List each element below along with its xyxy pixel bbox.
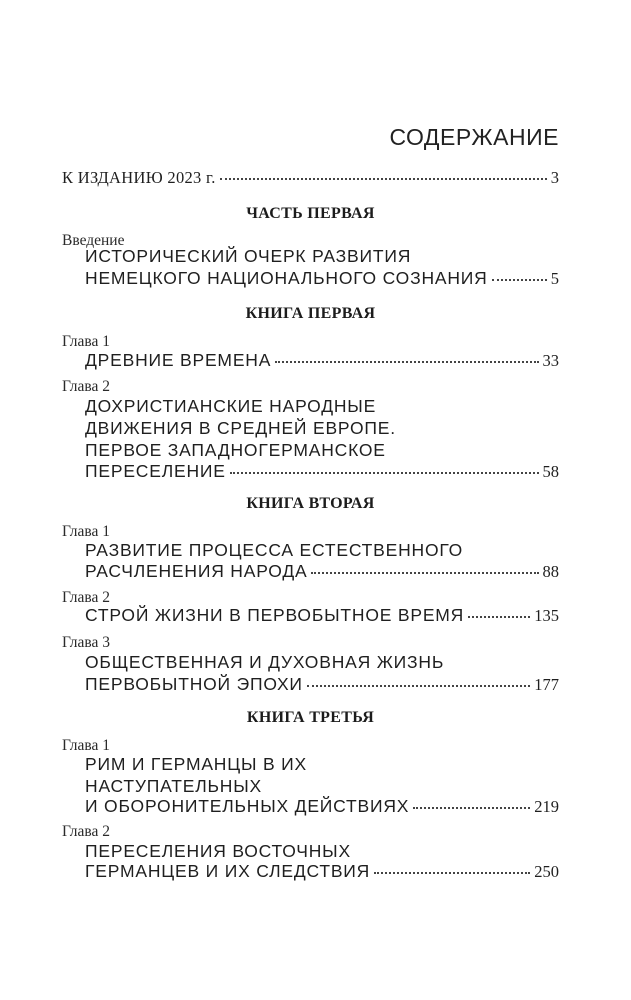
chapter-label: Глава 2 — [62, 823, 111, 840]
page-number: 88 — [542, 562, 559, 581]
section-heading-book-three: КНИГА ТРЕТЬЯ — [246, 709, 375, 726]
chapter-label: Глава 2 — [62, 378, 111, 395]
entry-text: ИСТОРИЧЕСКИЙ ОЧЕРК РАЗВИТИЯ — [85, 246, 412, 266]
page-number: 219 — [534, 797, 559, 816]
page-number: 33 — [542, 351, 559, 370]
dot-leader — [220, 178, 547, 180]
entry-text: ГЕРМАНЦЕВ И ИХ СЛЕДСТВИЯ — [85, 861, 371, 881]
chapter-label: Глава 2 — [62, 589, 111, 606]
entry-text: ПЕРВОБЫТНОЙ ЭПОХИ — [85, 674, 303, 694]
page-number: 250 — [534, 862, 559, 881]
page-number: 177 — [534, 675, 559, 694]
entry-text: РАЗВИТИЕ ПРОЦЕССА ЕСТЕСТВЕННОГО — [85, 540, 464, 560]
entry-text: ДРЕВНИЕ ВРЕМЕНА — [85, 350, 272, 370]
entry-text: ПЕРЕСЕЛЕНИЕ — [85, 461, 226, 481]
dot-leader — [492, 279, 547, 281]
entry-text: РАСЧЛЕНЕНИЯ НАРОДА — [85, 561, 308, 581]
page-number: 5 — [550, 269, 559, 288]
toc-entry-book1-ch1[interactable] — [85, 350, 559, 371]
entry-text: ОБЩЕСТВЕННАЯ И ДУХОВНАЯ ЖИЗНЬ — [85, 652, 445, 672]
toc-entry-book3-ch2[interactable] — [85, 861, 559, 882]
chapter-label: Введение — [62, 232, 125, 249]
section-heading-book-two: КНИГА ВТОРАЯ — [246, 495, 375, 512]
section-heading-part-one: ЧАСТЬ ПЕРВАЯ — [246, 205, 375, 222]
chapter-label: Глава 1 — [62, 333, 111, 350]
toc-entry-book1-ch2[interactable] — [85, 461, 559, 482]
dot-leader — [311, 572, 538, 574]
page-title: СОДЕРЖАНИЕ — [389, 124, 559, 150]
entry-text: РИМ И ГЕРМАНЦЫ В ИХ — [85, 754, 307, 774]
entry-text: СТРОЙ ЖИЗНИ В ПЕРВОБЫТНОЕ ВРЕМЯ — [85, 605, 465, 625]
page-number: 3 — [550, 168, 559, 187]
dot-leader — [468, 616, 530, 618]
chapter-label: Глава 1 — [62, 737, 111, 754]
entry-text: И ОБОРОНИТЕЛЬНЫХ ДЕЙСТВИЯХ — [85, 796, 410, 816]
chapter-label: Глава 1 — [62, 523, 111, 540]
dot-leader — [230, 472, 539, 474]
dot-leader — [374, 872, 530, 874]
dot-leader — [413, 807, 530, 809]
toc-entry-book3-ch1[interactable] — [85, 796, 559, 817]
page-number: 135 — [534, 606, 559, 625]
entry-text: НАСТУПАТЕЛЬНЫХ — [85, 776, 263, 796]
entry-text: К ИЗДАНИЮ 2023 г. — [62, 168, 216, 187]
toc-entry-introduction[interactable] — [85, 268, 559, 289]
page-number: 58 — [542, 462, 559, 481]
toc-entry-preface[interactable] — [62, 168, 559, 188]
entry-text: ДОХРИСТИАНСКИЕ НАРОДНЫЕ — [85, 396, 377, 416]
entry-text: ПЕРВОЕ ЗАПАДНОГЕРМАНСКОЕ — [85, 440, 386, 460]
entry-text: ДВИЖЕНИЯ В СРЕДНЕЙ ЕВРОПЕ. — [85, 418, 396, 438]
section-heading-book-one: КНИГА ПЕРВАЯ — [245, 305, 376, 322]
toc-entry-book2-ch1[interactable] — [85, 561, 559, 582]
entry-text: НЕМЕЦКОГО НАЦИОНАЛЬНОГО СОЗНАНИЯ — [85, 268, 488, 288]
chapter-label: Глава 3 — [62, 634, 111, 651]
dot-leader — [275, 361, 538, 363]
dot-leader — [307, 685, 530, 687]
toc-entry-book2-ch2[interactable] — [85, 605, 559, 626]
entry-text: ПЕРЕСЕЛЕНИЯ ВОСТОЧНЫХ — [85, 841, 351, 861]
toc-page — [62, 0, 559, 1000]
toc-entry-book2-ch3[interactable] — [85, 674, 559, 695]
